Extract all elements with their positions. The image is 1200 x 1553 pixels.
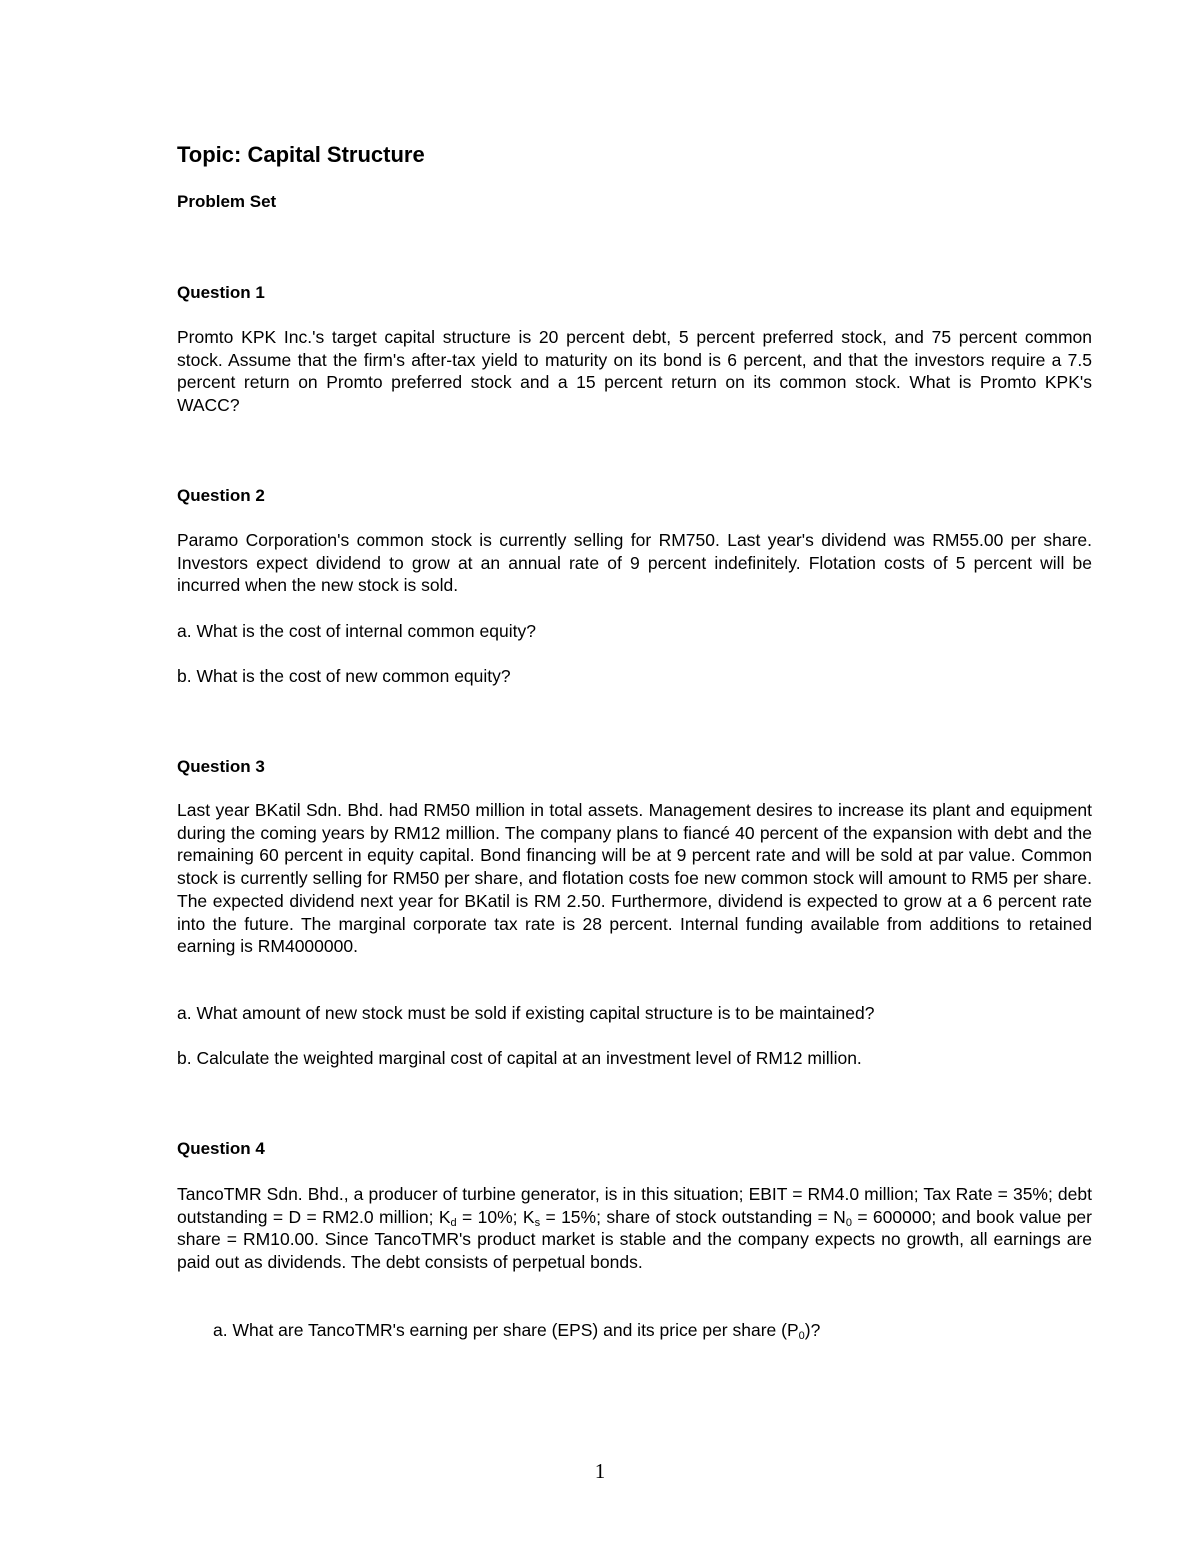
subscript-p0: 0 [798,1330,805,1342]
question-4-part-a [177,1319,1128,1342]
question-4-text-part-4: = 600000; and book value per share = RM10.00. Since TancoTMR's product market is stable and the company expects no growth, all earnings are paid out as dividends. The debt consists of perpetual bonds. [177,1206,1092,1273]
subscript-s: s [534,1216,541,1229]
question-3-heading: Question 3 [177,757,265,776]
question-3-part-a: a. What amount of new stock must be sold if existing capital structure is to be maintained? [177,1003,875,1023]
question-4-heading: Question 4 [177,1139,265,1158]
question-1-heading: Question 1 [177,283,265,302]
question-4-text-part-2: = 10%; K [456,1206,535,1227]
question-2-heading: Question 2 [177,486,265,505]
question-3-part-b: b. Calculate the weighted marginal cost of capital at an investment level of RM12 million. [177,1048,862,1068]
page-title: Topic: Capital Structure [177,142,425,167]
question-2-text: Paramo Corporation's common stock is currently selling for RM750. Last year's dividend was RM55.00 per share. Investors expect dividend to grow at an annual rate of 9 percent indefinitely. Flotation costs of 5 percent will be incurred when the new stock is sold. [177,530,1092,596]
page-subtitle: Problem Set [177,192,277,211]
page-number: 1 [594,1459,606,1483]
subscript-0: 0 [845,1216,852,1229]
question-3-text: Last year BKatil Sdn. Bhd. had RM50 million in total assets. Management desires to increase its plant and equipment during the coming years by RM12 million. The company plans to fiancé 40 percent of the expansion with debt and the remaining 60 percent in equity capital. Bond financing will be at 9 percent rate and will be sold at par value. Common stock is currently selling for RM50 per share, and flotation costs foe new common stock will amount to RM5 per share. The expected dividend next year for BKatil is RM 2.50. Furthermore, dividend is expected to grow at a 6 percent rate into the future. The marginal corporate tax rate is 28 percent. Internal funding available from additions to retained earning is RM4000000. [177,800,1092,957]
question-1-text: Promto KPK Inc.'s target capital structure is 20 percent debt, 5 percent preferred stock, and 75 percent common stock. Assume that the firm's after-tax yield to maturity on its bond is 6 percent, and that the investors require a 7.5 percent return on Promto preferred stock and a 15 percent return on its common stock. What is Promto KPK's WACC? [177,327,1092,416]
question-4-part-a-text-2: )? [804,1320,821,1340]
question-4-part-a-text-1: a. What are TancoTMR's earning per share (EPS) and its price per share (P [213,1320,799,1340]
question-4-text [177,1183,1092,1274]
question-4-text-part-3: = 15%; share of stock outstanding = N [540,1206,846,1227]
subscript-d: d [450,1216,457,1229]
question-4-text-part-1: TancoTMR Sdn. Bhd., a producer of turbine generator, is in this situation; EBIT = RM4.0 million; Tax Rate = 35%; debt outstanding = D = RM2.0 million; K [177,1184,1092,1227]
question-2-part-b: b. What is the cost of new common equity? [177,666,511,686]
question-2-part-a: a. What is the cost of internal common equity? [177,621,536,641]
